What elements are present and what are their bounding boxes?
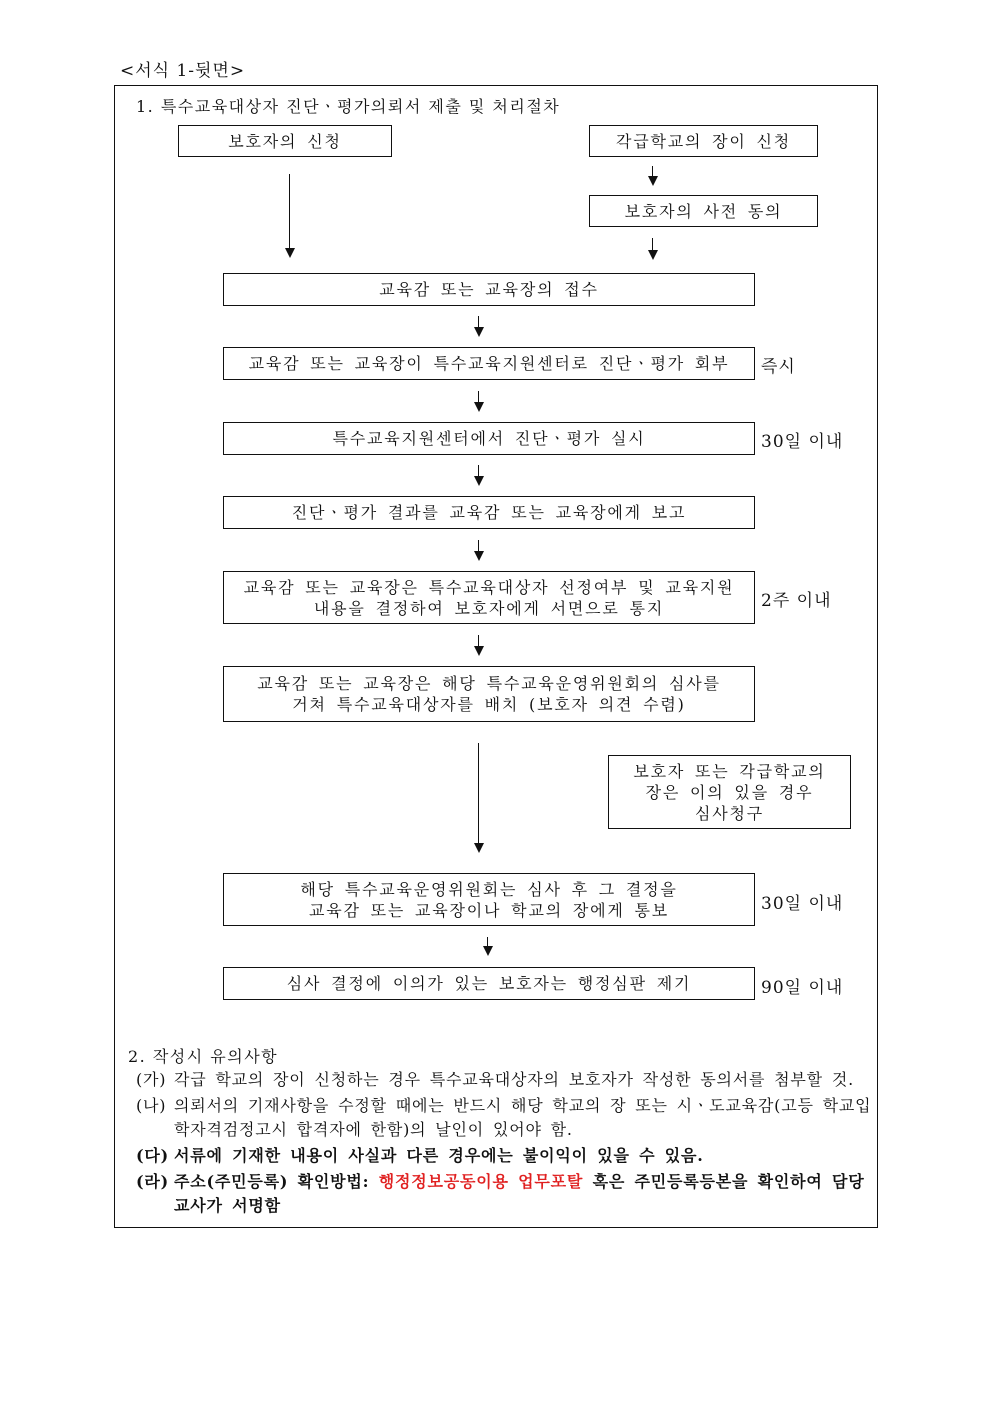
guardian-request-label: 보호자의 신청 — [228, 131, 342, 151]
appeal-timeframe: 90일 이내 — [761, 978, 844, 998]
decision-line2: 내용을 결정하여 보호자에게 서면으로 통지 — [313, 598, 665, 618]
committee-line2: 교육감 또는 교육장이나 학교의 장에게 통보 — [308, 900, 670, 920]
placement-box — [223, 666, 755, 722]
report-box — [223, 496, 755, 529]
assessment-label: 특수교육지원센터에서 진단ㆍ평가 실시 — [332, 429, 646, 448]
arrow-guardian-to-receipt — [285, 174, 295, 258]
guardian-consent-box — [589, 195, 818, 227]
note-item-ra — [136, 1170, 876, 1218]
objection-box — [608, 755, 851, 829]
arrow-report-to-decision — [474, 540, 484, 561]
receipt-label: 교육감 또는 교육장의 접수 — [379, 280, 599, 299]
note-text-na: 의뢰서의 기재사항을 수정할 때에는 반드시 해당 학교의 장 또는 시ㆍ도교육감(고등 학교입학자격검정고시 합격자에 한함)의 날인이 있어야 함. — [174, 1096, 872, 1139]
note-text-ra-before: 주소(주민등록) 확인방법: — [174, 1172, 379, 1191]
note-marker-ra: (라) — [136, 1172, 169, 1191]
form-label: <서식 1-뒷면> — [120, 61, 246, 81]
assessment-box — [223, 422, 755, 455]
note-text-da: 서류에 기재한 내용이 사실과 다른 경우에는 불이익이 있을 수 있음. — [174, 1146, 704, 1165]
committee-timeframe: 30일 이내 — [761, 894, 844, 914]
referral-box — [223, 347, 755, 380]
note-marker-na: (나) — [136, 1096, 167, 1115]
objection-line3: 심사청구 — [694, 803, 765, 823]
note-item-na — [136, 1094, 876, 1142]
decision-box — [223, 571, 755, 624]
principal-request-box — [589, 125, 818, 157]
committee-box — [223, 873, 755, 926]
arrow-decision-to-placement — [474, 635, 484, 656]
referral-timeframe: 즉시 — [761, 357, 796, 377]
arrow-consent-to-receipt — [648, 238, 658, 260]
note-item-da — [136, 1144, 876, 1168]
note-marker-ga: (가) — [136, 1070, 167, 1089]
arrow-principal-to-consent — [648, 166, 658, 186]
arrow-committee-to-appeal — [483, 937, 493, 956]
note-text-ra-after: 혹은 주민등록등본을 확인하여 담당 교사가 서명함 — [174, 1172, 865, 1215]
placement-line1: 교육감 또는 교육장은 해당 특수교육운영위원회의 심사를 — [257, 674, 721, 693]
note-marker-da: (다) — [136, 1146, 169, 1165]
arrow-placement-to-committee — [474, 743, 484, 853]
principal-request-label: 각급학교의 장이 신청 — [615, 131, 792, 151]
admin-info-portal-highlight: 행정정보공동이용 업무포탈 — [378, 1172, 584, 1191]
arrow-assessment-to-report — [474, 465, 484, 486]
decision-timeframe: 2주 이내 — [761, 591, 832, 611]
committee-line1: 해당 특수교육운영위원회는 심사 후 그 결정을 — [300, 879, 678, 899]
appeal-box — [223, 967, 755, 1000]
arrow-receipt-to-referral — [474, 316, 484, 337]
objection-line1: 보호자 또는 각급학교의 — [633, 761, 826, 781]
placement-line2: 거쳐 특수교육대상자를 배치 (보호자 의견 수렴) — [292, 695, 686, 714]
note-item-ga — [136, 1068, 876, 1092]
report-label: 진단ㆍ평가 결과를 교육감 또는 교육장에게 보고 — [291, 503, 687, 522]
referral-label: 교육감 또는 교육장이 특수교육지원센터로 진단ㆍ평가 회부 — [248, 354, 730, 373]
note-text-ra — [174, 1170, 876, 1218]
assessment-timeframe: 30일 이내 — [761, 432, 844, 452]
guardian-request-box — [178, 125, 392, 157]
section1-title: 1. 특수교육대상자 진단ㆍ평가의뢰서 제출 및 처리절차 — [136, 97, 561, 116]
appeal-label: 심사 결정에 이의가 있는 보호자는 행정심판 제기 — [286, 974, 692, 993]
arrow-referral-to-assessment — [474, 391, 484, 412]
objection-line2: 장은 이의 있을 경우 — [645, 782, 814, 802]
receipt-box — [223, 273, 755, 306]
decision-line1: 교육감 또는 교육장은 특수교육대상자 선정여부 및 교육지원 — [243, 577, 735, 597]
note-text-ga: 각급 학교의 장이 신청하는 경우 특수교육대상자의 보호자가 작성한 동의서를 첨부할 것. — [174, 1070, 854, 1089]
section2-title: 2. 작성시 유의사항 — [128, 1047, 279, 1066]
guardian-consent-label: 보호자의 사전 동의 — [624, 201, 783, 221]
